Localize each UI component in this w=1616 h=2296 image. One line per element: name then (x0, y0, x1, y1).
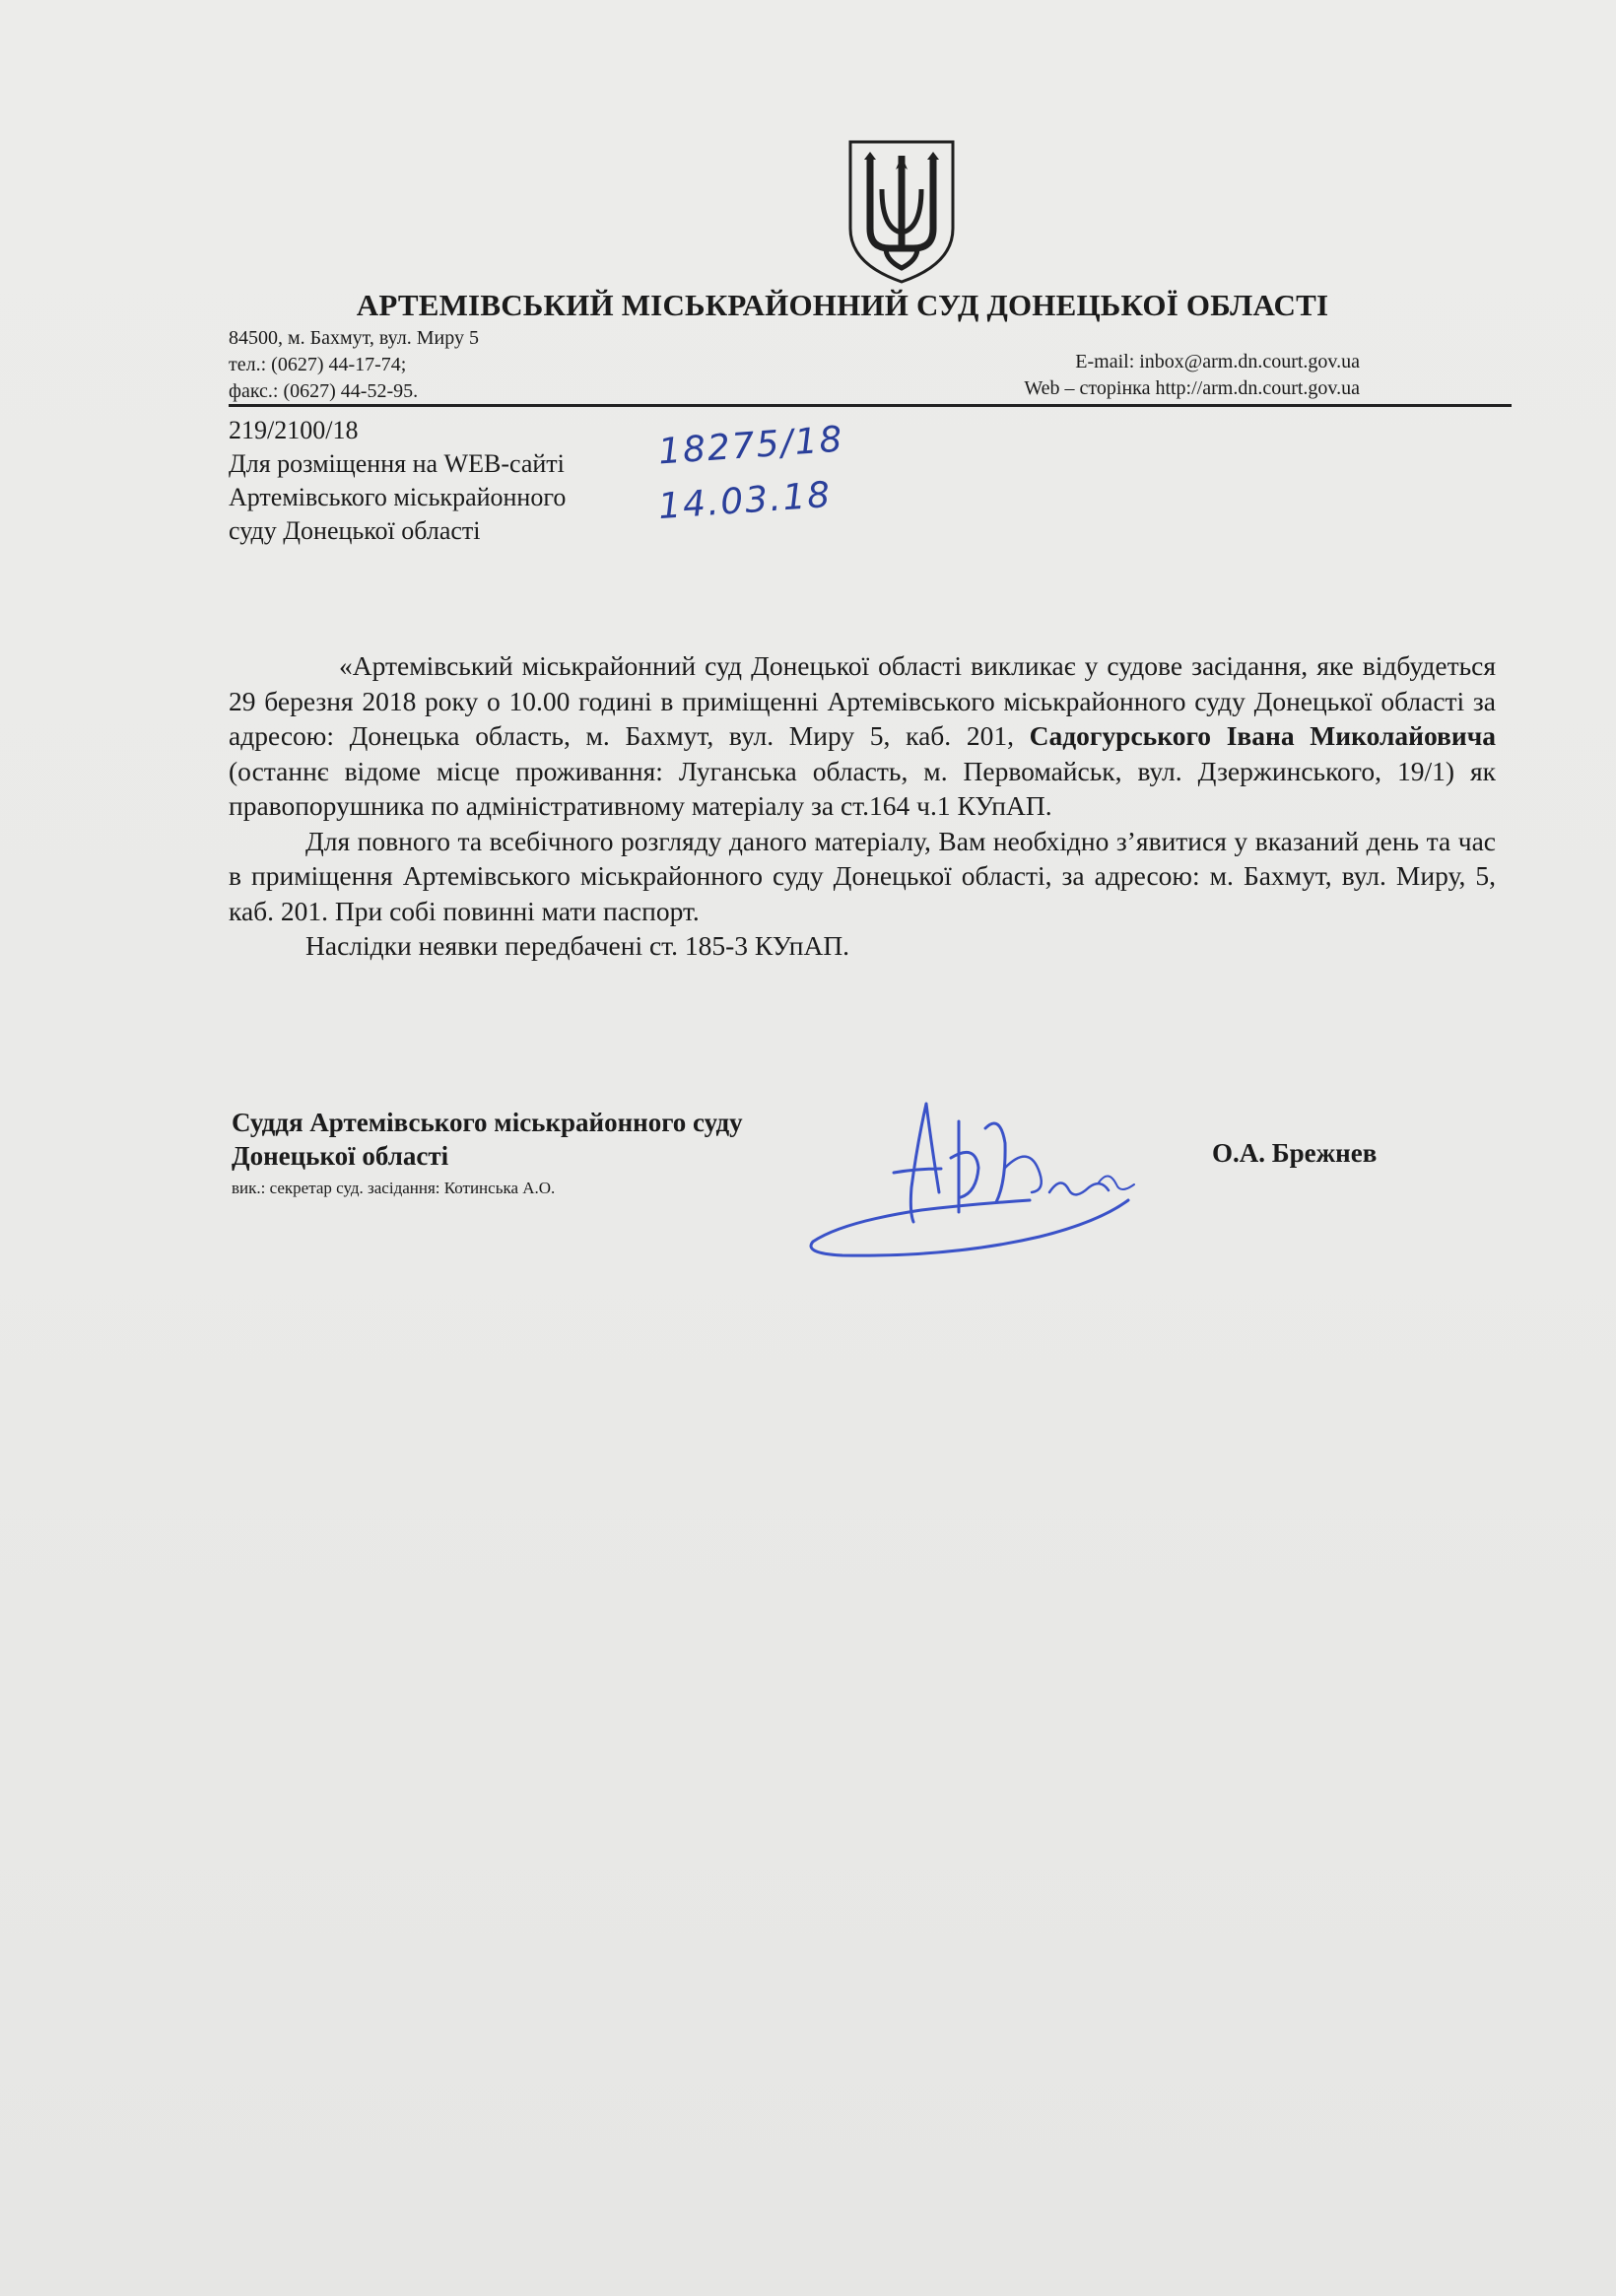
header-divider (229, 404, 1512, 407)
judge-title (232, 1106, 743, 1173)
notice-paragraph: Наслідки неявки передбачені ст. 185-3 КУпАП. (305, 930, 850, 961)
executor-note: вик.: секретар суд. засідання: Котинська А.О. (232, 1179, 556, 1197)
handwritten-signature-icon (803, 1074, 1237, 1281)
court-contact-right (808, 349, 1360, 402)
registration-block (229, 414, 566, 548)
judge-name: О.А. Брежнев (1212, 1138, 1378, 1168)
court-title: АРТЕМІВСЬКИЙ МІСЬКРАЙОННИЙ СУД ДОНЕЦЬКОЇ ОБЛАСТІ (356, 288, 1329, 322)
court-fax: факс.: (0627) 44-52-95. (229, 380, 419, 402)
notice-body (229, 648, 1496, 964)
judge-title-line: Донецької області (232, 1141, 449, 1171)
notice-text: (останнє відоме місце проживання: Луганська область, м. Первомайськ, вул. Дзержинського, 19/1) як правопорушника по адміністративному матеріалу за ст.164 ч.1 КУпАП. (229, 755, 1496, 821)
case-number: 219/2100/18 (229, 416, 359, 444)
notice-paragraph: Для повного та всебічного розгляду даного матеріалу, Вам необхідно з’явитися у вказаний день та час в приміщення Артемівського міськрайонного суду Донецької області, за адресою: м. Бахмут, вул. Миру, 5, каб. 201. При собі повинні мати паспорт. (229, 825, 1496, 926)
recipient-line: Для розміщення на WEB-сайті (229, 449, 565, 478)
court-contact-left (229, 325, 479, 405)
notice-paragraph (229, 648, 1496, 824)
handwritten-registration-number: 18275/18 (656, 419, 845, 473)
handwritten-registration-date: 14.03.18 (656, 474, 834, 528)
recipient-line: суду Донецької області (229, 516, 481, 545)
recipient-line: Артемівського міськрайонного (229, 483, 567, 511)
summoned-person-name: Садогурського Івана Миколайовича (1029, 720, 1496, 751)
court-address: 84500, м. Бахмут, вул. Миру 5 (229, 327, 479, 349)
judge-title-line: Суддя Артемівського міськрайонного суду (232, 1108, 743, 1137)
court-website: Web – сторінка http://arm.dn.court.gov.ua (1024, 377, 1360, 399)
court-phone: тел.: (0627) 44-17-74; (229, 354, 407, 375)
court-email: E-mail: inbox@arm.dn.court.gov.ua (1075, 351, 1360, 372)
trident-emblem-icon (842, 138, 961, 286)
notice-text: «Артемівський міськрайонний суд Донецької області викликає у судове засідання, яке відбудеться 29 березня 2018 року о 10.00 годині в приміщенні Артемівського міськрайонного суду Донецької області за адресою: Донецька область, м. Бахмут, вул. Миру 5, каб. 201, (229, 650, 1496, 751)
